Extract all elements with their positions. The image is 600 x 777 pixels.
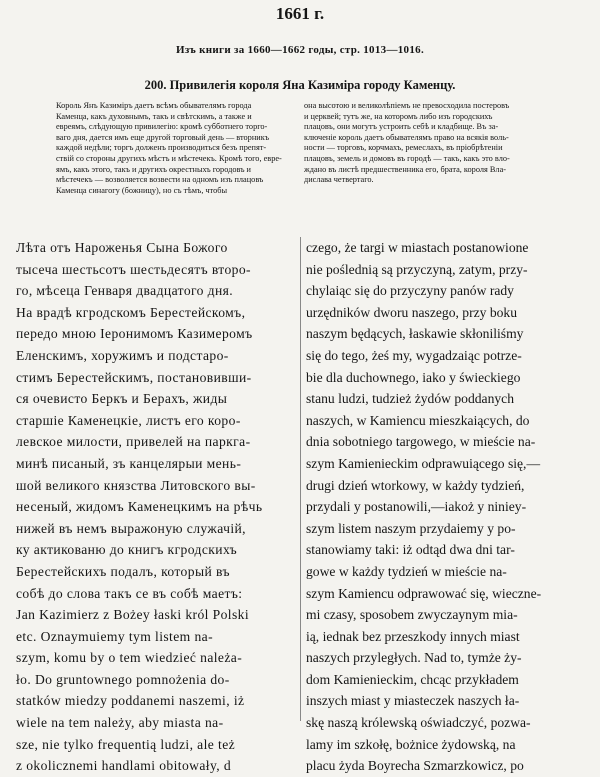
page-year-heading: 1661 г. <box>275 4 325 23</box>
body-line: szym Kamiencu odprawować się, wieczne- <box>306 585 542 601</box>
abstract-line: мѣстечекъ — возволяется возвести на одномъ изъ плацовъ <box>56 175 264 185</box>
abstract-line: каждой недѣли; торгъ долженъ производиться безъ препят- <box>56 143 267 153</box>
body-line: szym, komu by o tem wiedzieć należa- <box>16 650 243 666</box>
body-line: czego, że targi w miastach postanowione <box>306 240 529 255</box>
abstract-line: плацовъ, они могутъ устроить себѣ и кладбище. Въ за- <box>304 122 499 132</box>
body-line: skę naszą królewską oświadczyć, pozwa- <box>306 715 531 731</box>
body-line: lamy im szkołę, bożnice żydowską, na <box>306 736 516 752</box>
abstract-line: плацовъ, земель и домовъ въ городѣ — такъ, какъ это вло- <box>304 153 510 163</box>
body-line: несеный, жидомъ Каменецкимъ на рѣчь <box>16 499 263 515</box>
body-right-column <box>306 237 595 777</box>
abstract-line: ствій со стороны другихъ мѣстъ и мѣстечекъ. Кромѣ того, евре- <box>56 153 282 163</box>
body-line: urzędników dworu naszego, przy boku <box>306 304 518 320</box>
body-line: inszych miast y miasteczek naszych ła- <box>306 693 520 709</box>
abstract-line: Каменца синагогу (божницу), но съ тѣмъ, чтобы <box>56 185 228 195</box>
body-line: На врадѣ кгродскомъ Берестейскомъ, <box>16 304 246 320</box>
abstract-left-column <box>56 101 300 196</box>
body-line: chylaiąc się do przyczyny panów rady <box>306 283 514 299</box>
body-line: bie dla duchownego, iako y świeckiego <box>306 369 521 385</box>
abstract-line: ваго дня, дается имъ еще другой торговый день — вторникъ <box>56 132 270 142</box>
body-line: się do tego, żeś my, wygadzaiąc potrze- <box>306 347 522 363</box>
body-line: wiele na tem należy, aby miasta na- <box>16 715 224 731</box>
body-line: mi czasy, sposobem zwyczaynym mia- <box>306 607 518 623</box>
abstract-line: ности — торговъ, корчмахъ, ремеслахъ, въ пріобрѣтеніи <box>304 143 503 153</box>
abstract-line: ждано въ листѣ предшественника его, брата, короля Вла- <box>304 164 507 174</box>
column-divider <box>300 237 301 721</box>
body-line: stanowiamy taki: iż odtąd dwa dni tar- <box>306 542 515 558</box>
abstract-line: и церквей; тутъ же, на которомъ либо изъ городскихъ <box>304 111 493 121</box>
body-left-column <box>16 237 299 777</box>
document-title: 200. Привилегія короля Яна Казиміра городу Каменцу. <box>144 78 456 92</box>
body-line: минѣ писаный, зъ канцелярыи мень- <box>16 455 242 471</box>
body-line: стимъ Берестейскимъ, постановивши- <box>16 369 252 385</box>
abstract-line: ямъ, какъ этого, такъ и другихъ окрестныхъ городовъ и <box>56 164 252 174</box>
body-line: drugi dzień wtorkowy, w każdy tydzień, <box>306 477 525 493</box>
abstract-line: евреямъ, слѣдующую привилегію: кромѣ субботнего торго- <box>56 122 268 132</box>
body-line: собѣ до слова такъ се въ собѣ маетъ: <box>16 585 243 601</box>
body-line: nie poślednią są przyczyną, zatym, przy- <box>306 261 528 277</box>
body-line: etc. Oznaymuiemy tym listem na- <box>16 628 213 644</box>
body-line: ią, iednak bez przeszkody innych miast <box>306 628 520 644</box>
body-line: stanu ludzi, tudzież żydów poddanych <box>306 391 515 407</box>
body-line: naszych, w Kamiencu mieszkaiących, do <box>306 412 530 428</box>
body-line: z okolicznemi handlami obitowały, d <box>16 758 232 774</box>
body-line: левское милости, привелей на паркга- <box>16 434 251 450</box>
body-line: передо мною Іеронимомъ Казимеромъ <box>16 326 253 342</box>
body-line: нижей въ немъ выражоную служачій, <box>16 520 246 536</box>
body-line: ło. Do gruntownego pomnożenia do- <box>16 671 230 687</box>
abstract-line: Каменца, какъ духовнымъ, такъ и свѣтскимъ, а также и <box>56 111 252 121</box>
abstract-line: дислава четвертаго. <box>304 175 374 185</box>
body-line: ку актикованю до книгъ кгродскихъ <box>16 542 238 558</box>
body-line: старшіе Каменецкіе, листъ его коро- <box>16 412 241 428</box>
body-line: шой великого князства Литовского вы- <box>16 477 256 493</box>
abstract-line: ключеніе король даетъ обывателямъ право на всякія воль- <box>304 132 509 142</box>
body-line: dom Kamienieckim, chcąc przykładem <box>306 671 519 687</box>
body-line: naszych przyległych. Nad to, tymże ży- <box>306 650 522 666</box>
body-line: тысеча шестьсотъ шестьдесятъ второ- <box>16 261 251 277</box>
body-line: Jan Kazimierz z Bożey łaski król Polski <box>16 607 250 623</box>
body-line: Берестейскихъ подалъ, который въ <box>16 563 230 579</box>
body-line: sze, nie tylko frequentią ludzi, ale też <box>16 736 236 752</box>
abstract-line: Король Янъ Казиміръ даетъ всѣмъ обывателямъ города <box>56 101 252 110</box>
abstract-line: она высотою и великолѣпіемъ не превосходила постеровъ <box>304 101 510 110</box>
body-line: го, мѣсеца Генваря двадцатого дня. <box>16 283 234 299</box>
body-line: statków miedzy poddanemi naszemi, iż <box>16 693 245 709</box>
source-reference: Изъ книги за 1660—1662 годы, стр. 1013—1016. <box>175 44 424 56</box>
body-line: placu żyda Boyrecha Szmarzkowicz, po <box>306 758 524 774</box>
body-line: gowe w każdy tydzień w mieście na- <box>306 563 507 579</box>
body-line: naszym będących, łaskawie skłoniliśmy <box>306 326 524 342</box>
body-line: ся очевисто Беркъ и Берахъ, жиды <box>16 391 228 407</box>
body-line: szym listem naszym przydaiemy y po- <box>306 520 516 536</box>
body-line: Еленскимъ, хоружимъ и подстаро- <box>16 347 229 363</box>
body-line: Лѣта отъ Нароженья Сына Божого <box>16 240 228 255</box>
body-line: dnia sobotniego targowego, w mieście na- <box>306 434 536 450</box>
body-line: szym Kamienieckim odprawuiącego się,— <box>306 455 541 471</box>
abstract-right-column <box>304 101 548 186</box>
body-line: przydali y postanowili,—iakoż y niniey- <box>306 499 527 515</box>
